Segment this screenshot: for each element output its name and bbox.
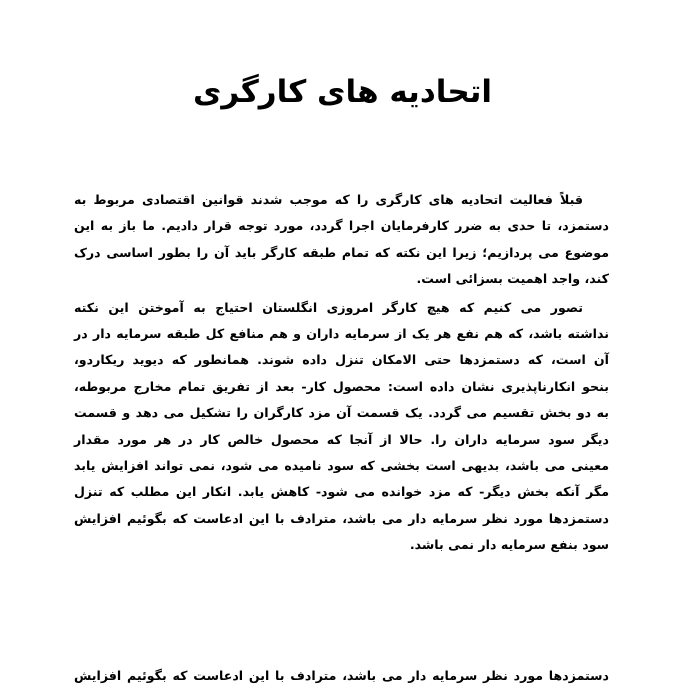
paragraph-line: دیگر سود سرمایه داران را. حالا از آنجا که محصول خالص کار در هر مورد مقدار [74,431,609,447]
paragraph-2 [74,295,609,559]
paragraph-line: سود بنفع سرمایه دار نمی باشد. [409,537,609,553]
paragraph-line: آن است، که دستمزدها حتی الامکان تنزل داده شوند. همانطور که دیوید ریکاردو، [74,352,609,368]
paragraph-line: بنحو انکارناپذیری نشان داده است: محصول کار- بعد از تفریق تمام مخارج مربوطه، [74,378,609,394]
paragraph-line-cut: دستمزدها مورد نظر سرمایه دار می باشد، مترادف با این ادعاست که بگوئیم افزایش [74,668,609,683]
paragraph-line: موضوع می پردازیم؛ زیرا این نکته که تمام طبقه کارگر باید آن را بطور اساسی درک [74,244,609,260]
page-title: اتحادیه های کارگری [193,74,492,110]
document-body [74,187,609,558]
partial-next-line [74,663,609,683]
paragraph-line: دستمزدها مورد نظر سرمایه دار می باشد، مترادف با این ادعاست که بگوئیم افزایش [74,510,609,526]
paragraph-line: تصور می کنیم که هیچ کارگر امروزی انگلستان احتیاج به آموختن این نکته [74,299,583,315]
paragraph-line: به دو بخش تقسیم می گردد. یک قسمت آن مزد کارگران را تشکیل می دهد و قسمت [74,405,609,421]
paragraph-line: مگر آنکه بخش دیگر- که مزد خوانده می شود- کاهش یابد. انکار این مطلب که تنزل [74,484,609,500]
paragraph-line: کند، واجد اهمیت بسزائی است. [416,271,609,287]
paragraph-line: معینی می باشد، بدیهی است بخشی که سود نامیده می شود، نمی تواند افزایش یابد [74,457,609,473]
paragraph-line: قبلاً فعالیت اتحادیه های کارگری را که موجب شدند قوانین اقتصادی مربوط به [74,192,583,207]
paragraph-line: دستمزد، تا حدی به ضرر کارفرمایان اجرا گردد، مورد توجه قرار دادیم. ما باز به این [74,218,609,234]
paragraph-1 [74,187,609,293]
paragraph-line: نداشته باشد، که هم نفع هر یک از سرمایه داران و هم منافع کل طبقه سرمایه دار در [74,325,609,341]
